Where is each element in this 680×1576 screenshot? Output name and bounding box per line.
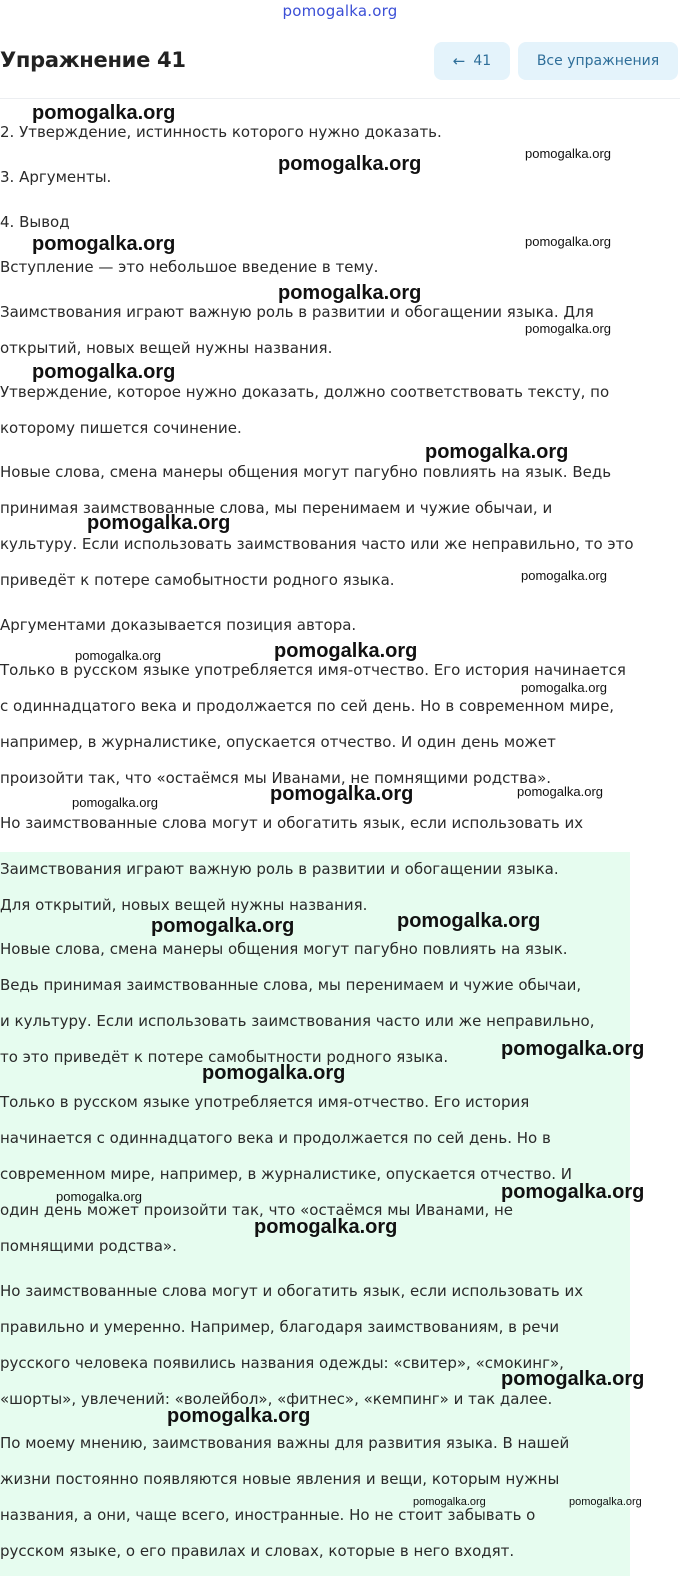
watermark: pomogalka.org — [278, 153, 422, 175]
site-link[interactable]: pomogalka.org — [282, 2, 398, 20]
exercise-header — [0, 36, 680, 99]
text-line: произойти так, что «остаёмся мы Иванами, не помнящими родства». — [0, 769, 552, 787]
text-line: с одиннадцатого века и продолжается по сей день. Но в современном мире, — [0, 697, 614, 715]
answer-line: русском языке, о его правилах и словах, которые в него входят. — [0, 1542, 515, 1560]
watermark: pomogalka.org — [525, 234, 611, 249]
watermark: pomogalka.org — [397, 910, 541, 932]
watermark: pomogalka.org — [425, 441, 569, 463]
watermark: pomogalka.org — [72, 795, 158, 810]
text-line: приведёт к потере самобытности родного языка. — [0, 571, 395, 589]
watermark: pomogalka.org — [501, 1181, 645, 1203]
text-line: Вступление — это небольшое введение в тему. — [0, 258, 379, 276]
watermark: pomogalka.org — [278, 282, 422, 304]
answer-line: названия, а они, чаще всего, иностранные. Но не стоит забывать о — [0, 1506, 536, 1524]
watermark: pomogalka.org — [521, 568, 607, 583]
watermark: pomogalka.org — [525, 321, 611, 336]
watermark: pomogalka.org — [413, 1496, 486, 1508]
text-line: Аргументами доказывается позиция автора. — [0, 616, 357, 634]
answer-line: начинается с одиннадцатого века и продолжается по сей день. Но в — [0, 1129, 551, 1147]
text-line: 4. Вывод — [0, 213, 70, 231]
answer-line: русского человека появились названия одежды: «свитер», «смокинг», — [0, 1354, 564, 1372]
all-exercises-button[interactable]: Все упражнения — [518, 42, 678, 80]
answer-line: Только в русском языке употребляется имя-отчество. Его история — [0, 1093, 530, 1111]
answer-line: Но заимствованные слова могут и обогатить язык, если использовать их — [0, 1282, 584, 1300]
answer-line: то это приведёт к потере самобытности родного языка. — [0, 1048, 449, 1066]
watermark: pomogalka.org — [75, 648, 161, 663]
answer-line: современном мире, например, в журналистике, опускается отчество. И — [0, 1165, 573, 1183]
answer-line: Для открытий, новых вещей нужны названия. — [0, 896, 368, 914]
watermark: pomogalka.org — [151, 915, 295, 937]
text-line: Заимствования играют важную роль в развитии и обогащении языка. Для — [0, 303, 594, 321]
watermark: pomogalka.org — [270, 783, 414, 805]
watermark: pomogalka.org — [167, 1405, 311, 1427]
watermark: pomogalka.org — [56, 1189, 142, 1204]
watermark: pomogalka.org — [87, 512, 231, 534]
text-line: Только в русском языке употребляется имя-отчество. Его история начинается — [0, 661, 626, 679]
text-line: которому пишется сочинение. — [0, 419, 242, 437]
text-line: открытий, новых вещей нужны названия. — [0, 339, 333, 357]
watermark: pomogalka.org — [202, 1062, 346, 1084]
text-line: например, в журналистике, опускается отчество. И один день может — [0, 733, 556, 751]
watermark: pomogalka.org — [521, 680, 607, 695]
answer-line: жизни постоянно появляются новые явления и вещи, которым нужны — [0, 1470, 560, 1488]
answer-line: Ведь принимая заимствованные слова, мы перенимаем и чужие обычаи, — [0, 976, 582, 994]
answer-line: Заимствования играют важную роль в развитии и обогащении языка. — [0, 860, 559, 878]
text-line: 2. Утверждение, истинность которого нужно доказать. — [0, 123, 442, 141]
answer-line: Новые слова, смена манеры общения могут пагубно повлиять на язык. — [0, 940, 568, 958]
watermark: pomogalka.org — [517, 784, 603, 799]
answer-line: и культуру. Если использовать заимствования часто или же неправильно, — [0, 1012, 595, 1030]
watermark: pomogalka.org — [254, 1216, 398, 1238]
arrow-left-icon: ← — [452, 51, 466, 70]
watermark: pomogalka.org — [32, 233, 176, 255]
answer-line: правильно и умеренно. Например, благодаря заимствованиям, в речи — [0, 1318, 560, 1336]
watermark: pomogalka.org — [501, 1368, 645, 1390]
watermark: pomogalka.org — [32, 361, 176, 383]
answer-line: «шорты», увлечений: «волейбол», «фитнес», «кемпинг» и так далее. — [0, 1390, 553, 1408]
text-line: 3. Аргументы. — [0, 168, 112, 186]
text-line: Но заимствованные слова могут и обогатить язык, если использовать их — [0, 814, 584, 832]
answer-line: По моему мнению, заимствования важны для развития языка. В нашей — [0, 1434, 570, 1452]
text-line: Новые слова, смена манеры общения могут пагубно повлиять на язык. Ведь — [0, 463, 612, 481]
answer-line: помнящими родства». — [0, 1237, 177, 1255]
text-line: Утверждение, которое нужно доказать, должно соответствовать тексту, по — [0, 383, 610, 401]
answer-line: один день может произойти так, что «остаёмся мы Иванами, не — [0, 1201, 514, 1219]
text-line: культуру. Если использовать заимствования часто или же неправильно, то это — [0, 535, 634, 553]
prev-exercise-button[interactable] — [434, 42, 510, 80]
watermark: pomogalka.org — [32, 102, 176, 124]
prev-exercise-label: 41 — [473, 53, 492, 69]
watermark: pomogalka.org — [501, 1038, 645, 1060]
watermark: pomogalka.org — [569, 1496, 642, 1508]
watermark: pomogalka.org — [525, 146, 611, 161]
watermark: pomogalka.org — [274, 640, 418, 662]
page-title: Упражнение 41 — [0, 48, 186, 72]
text-line: принимая заимствованные слова, мы перенимаем и чужие обычаи, и — [0, 499, 553, 517]
